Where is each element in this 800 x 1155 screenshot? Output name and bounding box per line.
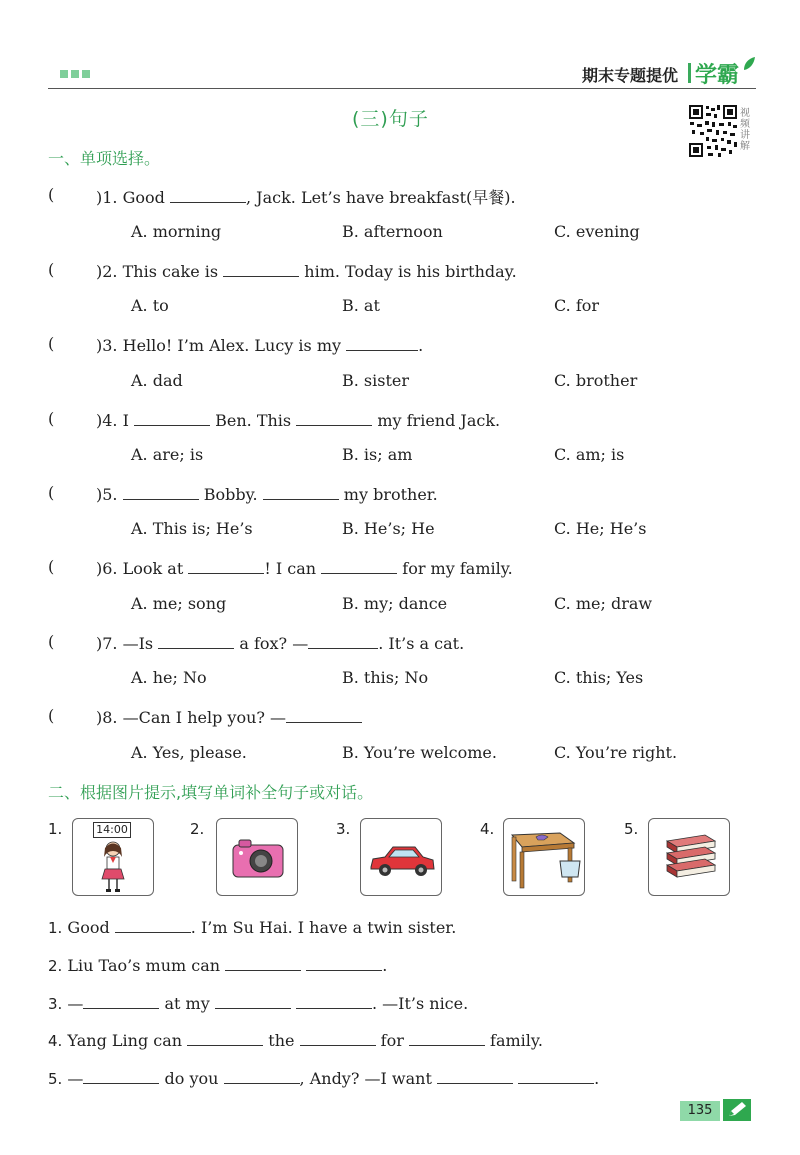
picture-number: 5. xyxy=(624,820,639,838)
option-c[interactable]: C. am; is xyxy=(554,445,625,464)
answer-paren[interactable]: ( xyxy=(48,334,55,353)
header-decoration xyxy=(60,70,90,78)
blank[interactable] xyxy=(300,1029,376,1046)
question-3: )3. Hello! I’m Alex. Lucy is my . xyxy=(96,336,424,355)
qr-label: 视频讲解 xyxy=(740,108,750,152)
option-b[interactable]: B. at xyxy=(342,296,380,315)
blank[interactable] xyxy=(115,916,191,933)
option-c[interactable]: C. this; Yes xyxy=(554,668,644,687)
sentence-5: 5. — do you , Andy? —I want . xyxy=(48,1069,600,1088)
blank[interactable] xyxy=(170,186,246,203)
option-a[interactable]: A. to xyxy=(131,296,169,315)
option-a[interactable]: A. are; is xyxy=(131,445,204,464)
part1-heading: 一、单项选择。 xyxy=(48,149,161,168)
picture-car xyxy=(360,818,442,896)
header-rule xyxy=(48,88,756,89)
option-b[interactable]: B. sister xyxy=(342,371,410,390)
blank[interactable] xyxy=(123,483,199,500)
answer-paren[interactable]: ( xyxy=(48,260,55,279)
answer-paren[interactable]: ( xyxy=(48,409,55,428)
header-title: 期末专题提优 xyxy=(582,66,679,85)
blank[interactable] xyxy=(263,483,339,500)
blank[interactable] xyxy=(215,992,291,1009)
option-a[interactable]: A. he; No xyxy=(131,668,207,687)
blank[interactable] xyxy=(134,409,210,426)
qr-code-icon[interactable] xyxy=(688,104,738,158)
blank[interactable] xyxy=(346,334,418,351)
blank[interactable] xyxy=(306,954,382,971)
option-b[interactable]: B. afternoon xyxy=(342,222,443,241)
option-b[interactable]: B. He’s; He xyxy=(342,519,435,538)
picture-camera xyxy=(216,818,298,896)
table-icon xyxy=(508,827,582,891)
clock-label: 14:00 xyxy=(93,822,131,838)
answer-paren[interactable]: ( xyxy=(48,483,55,502)
question-6: )6. Look at ! I can for my family. xyxy=(96,559,513,578)
answer-paren[interactable]: ( xyxy=(48,706,55,725)
blank[interactable] xyxy=(158,632,234,649)
blank[interactable] xyxy=(225,954,301,971)
section-title: (三)句子 xyxy=(352,108,429,130)
picture-number: 1. xyxy=(48,820,63,838)
pencil-icon xyxy=(723,1099,751,1121)
option-b[interactable]: B. is; am xyxy=(342,445,413,464)
blank[interactable] xyxy=(296,992,372,1009)
option-c[interactable]: C. evening xyxy=(554,222,640,241)
option-c[interactable]: C. me; draw xyxy=(554,594,653,613)
blank[interactable] xyxy=(308,632,378,649)
option-a[interactable]: A. Yes, please. xyxy=(131,743,247,762)
option-c[interactable]: C. He; He’s xyxy=(554,519,647,538)
option-b[interactable]: B. You’re welcome. xyxy=(342,743,497,762)
question-5: )5. Bobby. my brother. xyxy=(96,485,438,504)
blank[interactable] xyxy=(188,557,264,574)
sentence-3: 3. — at my . —It’s nice. xyxy=(48,994,469,1013)
blank[interactable] xyxy=(187,1029,263,1046)
option-a[interactable]: A. This is; He’s xyxy=(131,519,253,538)
question-8: )8. —Can I help you? — xyxy=(96,706,362,727)
option-c[interactable]: C. brother xyxy=(554,371,638,390)
books-icon xyxy=(661,831,719,889)
answer-paren[interactable]: ( xyxy=(48,557,55,576)
option-a[interactable]: A. me; song xyxy=(131,594,227,613)
answer-paren[interactable]: ( xyxy=(48,185,55,204)
blank[interactable] xyxy=(437,1067,513,1084)
header-separator xyxy=(688,63,691,83)
question-4: )4. I Ben. This my friend Jack. xyxy=(96,411,501,430)
picture-table-bucket xyxy=(503,818,585,896)
picture-girl-clock xyxy=(72,818,154,896)
option-c[interactable]: C. for xyxy=(554,296,600,315)
blank[interactable] xyxy=(286,706,362,723)
blank[interactable] xyxy=(223,260,299,277)
blank[interactable] xyxy=(321,557,397,574)
page-number: 135 xyxy=(680,1101,720,1121)
sentence-1: 1. Good . I’m Su Hai. I have a twin sister. xyxy=(48,918,457,937)
part2-heading: 二、根据图片提示,填写单词补全句子或对话。 xyxy=(48,783,374,802)
answer-paren[interactable]: ( xyxy=(48,632,55,651)
leaf-icon xyxy=(742,56,756,72)
picture-number: 3. xyxy=(336,820,351,838)
girl-icon xyxy=(95,839,131,895)
option-b[interactable]: B. my; dance xyxy=(342,594,448,613)
option-a[interactable]: A. dad xyxy=(131,371,183,390)
blank[interactable] xyxy=(409,1029,485,1046)
picture-number: 2. xyxy=(190,820,205,838)
option-b[interactable]: B. this; No xyxy=(342,668,429,687)
camera-icon xyxy=(231,837,285,879)
blank[interactable] xyxy=(296,409,372,426)
sentence-2: 2. Liu Tao’s mum can . xyxy=(48,956,388,975)
question-1: )1. Good , Jack. Let’s have breakfast(早餐). xyxy=(96,188,516,207)
blank[interactable] xyxy=(224,1067,300,1084)
question-2: )2. This cake is him. Today is his birthday. xyxy=(96,262,517,281)
picture-books xyxy=(648,818,730,896)
option-a[interactable]: A. morning xyxy=(131,222,222,241)
blank[interactable] xyxy=(83,992,159,1009)
question-7: )7. —Is a fox? — . It’s a cat. xyxy=(96,634,465,653)
picture-number: 4. xyxy=(480,820,495,838)
option-c[interactable]: C. You’re right. xyxy=(554,743,678,762)
blank[interactable] xyxy=(518,1067,594,1084)
header-logo: 学霸 xyxy=(695,63,740,88)
car-icon xyxy=(367,841,437,879)
blank[interactable] xyxy=(83,1067,159,1084)
sentence-4: 4. Yang Ling can the for family. xyxy=(48,1031,543,1050)
